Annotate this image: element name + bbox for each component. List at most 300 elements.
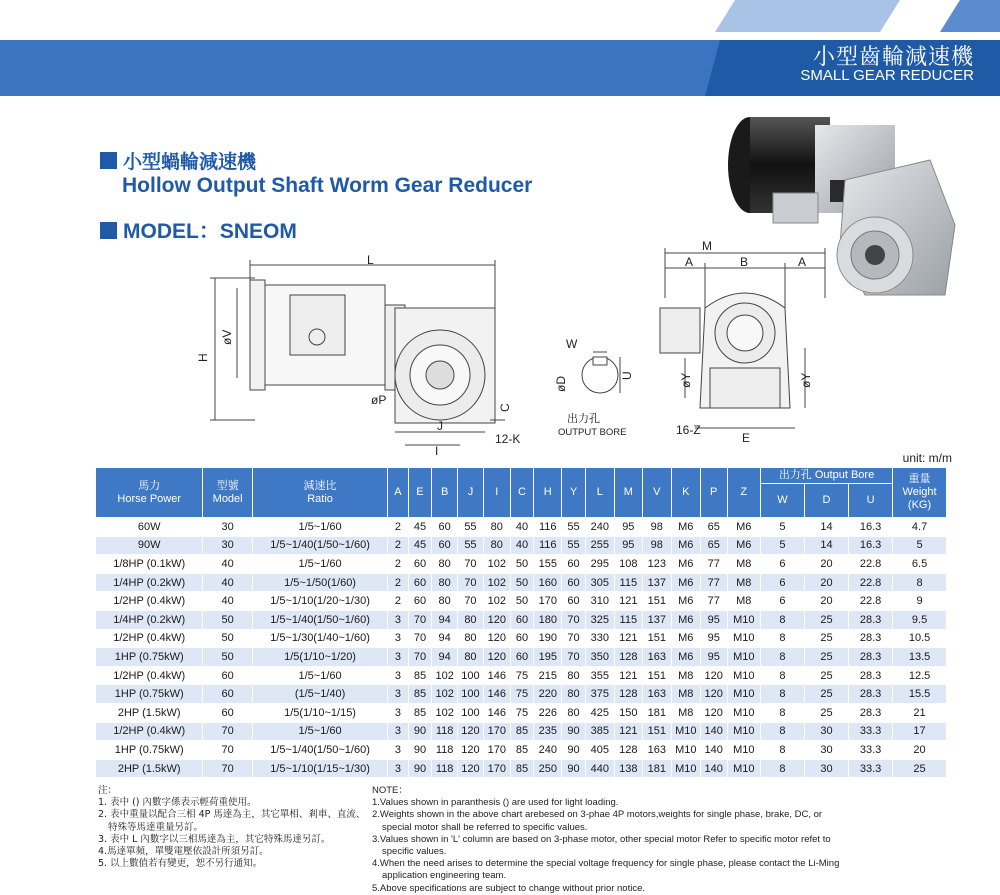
- table-cell: 170: [534, 592, 562, 611]
- table-cell: 70: [203, 759, 252, 778]
- table-cell: 102: [483, 573, 510, 592]
- table-cell: 14: [804, 518, 848, 537]
- table-cell: 80: [458, 648, 484, 667]
- table-cell: 55: [562, 536, 586, 555]
- table-row: [96, 722, 947, 741]
- table-row: [96, 759, 947, 778]
- heading-model-row: [100, 215, 297, 245]
- table-cell: 1/5~1/40(1/50~1/60): [252, 741, 387, 760]
- spec-table: [95, 467, 947, 778]
- table-cell: 60: [203, 703, 252, 722]
- table-cell: 90: [562, 722, 586, 741]
- table-cell: 90: [562, 759, 586, 778]
- table-cell: 70: [203, 741, 252, 760]
- table-cell: 6: [760, 555, 804, 574]
- table-cell: 1/5~1/10(1/15~1/30): [252, 759, 387, 778]
- header-banner: [0, 0, 1000, 96]
- table-cell: 80: [432, 573, 458, 592]
- table-cell: 2: [388, 573, 408, 592]
- table-cell: M10: [727, 666, 760, 685]
- table-cell: 20: [804, 592, 848, 611]
- table-cell: 190: [534, 629, 562, 648]
- table-cell: 255: [585, 536, 614, 555]
- table-cell: 163: [642, 648, 671, 667]
- table-cell: 120: [483, 629, 510, 648]
- table-cell: 120: [483, 648, 510, 667]
- table-row: [96, 555, 947, 574]
- table-cell: 60W: [96, 518, 203, 537]
- table-cell: 1/5~1/40(1/50~1/60): [252, 536, 387, 555]
- table-cell: M10: [727, 759, 760, 778]
- table-cell: 98: [642, 536, 671, 555]
- table-cell: 305: [585, 573, 614, 592]
- table-cell: 12.5: [893, 666, 947, 685]
- table-cell: 8: [760, 685, 804, 704]
- th-P: P: [700, 468, 727, 518]
- table-cell: M8: [671, 685, 700, 704]
- table-cell: 146: [483, 703, 510, 722]
- table-cell: 330: [585, 629, 614, 648]
- table-cell: 295: [585, 555, 614, 574]
- table-cell: 102: [483, 555, 510, 574]
- table-cell: 3: [388, 703, 408, 722]
- table-cell: 90: [408, 722, 432, 741]
- table-cell: 15.5: [893, 685, 947, 704]
- table-cell: 16.3: [849, 536, 893, 555]
- table-row: [96, 629, 947, 648]
- table-cell: 138: [614, 759, 642, 778]
- table-cell: 155: [534, 555, 562, 574]
- table-cell: 40: [203, 592, 252, 611]
- table-cell: 1/2HP (0.4kW): [96, 666, 203, 685]
- notes-zh-line: 2. 表中重量以配合三相 4P 馬達為主，其它單相、剎車、直流、: [98, 809, 366, 821]
- bullet-square-icon: [100, 152, 117, 169]
- table-cell: 60: [510, 629, 534, 648]
- table-cell: 94: [432, 629, 458, 648]
- table-row: [96, 703, 947, 722]
- th-model: 型號 Model: [203, 468, 252, 518]
- table-cell: 1/5(1/10~1/15): [252, 703, 387, 722]
- table-cell: 115: [614, 573, 642, 592]
- th-K: K: [671, 468, 700, 518]
- table-cell: (1/5~1/40): [252, 685, 387, 704]
- bullet-square-icon: [100, 222, 117, 239]
- spec-table-body: [96, 518, 947, 778]
- table-cell: M8: [671, 703, 700, 722]
- table-cell: M6: [671, 610, 700, 629]
- table-cell: 2HP (1.5kW): [96, 703, 203, 722]
- table-cell: 1/2HP (0.4kW): [96, 592, 203, 611]
- table-cell: M10: [671, 722, 700, 741]
- table-cell: 108: [614, 555, 642, 574]
- table-cell: 30: [804, 722, 848, 741]
- table-cell: 1/4HP (0.2kW): [96, 610, 203, 629]
- table-cell: 100: [458, 703, 484, 722]
- table-cell: 120: [700, 666, 727, 685]
- th-Z: Z: [727, 468, 760, 518]
- table-cell: 25: [804, 703, 848, 722]
- front-view-drawing: [650, 238, 850, 448]
- table-cell: 9.5: [893, 610, 947, 629]
- table-cell: 20: [804, 555, 848, 574]
- table-cell: 8: [760, 666, 804, 685]
- table-cell: 146: [483, 685, 510, 704]
- table-cell: M10: [727, 703, 760, 722]
- table-cell: 102: [432, 666, 458, 685]
- table-cell: 116: [534, 518, 562, 537]
- table-cell: 22.8: [849, 573, 893, 592]
- table-cell: 60: [562, 555, 586, 574]
- table-cell: 3: [388, 648, 408, 667]
- table-cell: 33.3: [849, 722, 893, 741]
- table-cell: 1/2HP (0.4kW): [96, 629, 203, 648]
- table-cell: 30: [203, 518, 252, 537]
- table-cell: 235: [534, 722, 562, 741]
- notes-zh-line: 1. 表中 () 內數字係表示輕荷重使用。: [98, 797, 257, 809]
- table-cell: 50: [510, 555, 534, 574]
- table-cell: 80: [562, 666, 586, 685]
- table-cell: 8: [760, 648, 804, 667]
- table-cell: 121: [614, 666, 642, 685]
- table-cell: 95: [700, 610, 727, 629]
- table-cell: 80: [432, 555, 458, 574]
- table-cell: 80: [458, 610, 484, 629]
- dim-K: 12-K: [495, 432, 521, 446]
- th-H: H: [534, 468, 562, 518]
- table-cell: M6: [671, 518, 700, 537]
- model-title: MODEL：SNEOM: [123, 220, 297, 243]
- table-cell: 163: [642, 685, 671, 704]
- table-cell: 25: [804, 666, 848, 685]
- table-cell: 6.5: [893, 555, 947, 574]
- table-cell: 2: [388, 555, 408, 574]
- th-weight: 重量 Weight (KG): [893, 468, 947, 518]
- table-cell: 60: [510, 648, 534, 667]
- table-cell: 75: [510, 703, 534, 722]
- dim-J: J: [437, 419, 443, 433]
- dim-C: C: [498, 403, 512, 412]
- table-cell: 33.3: [849, 741, 893, 760]
- table-cell: 325: [585, 610, 614, 629]
- table-cell: 181: [642, 759, 671, 778]
- table-cell: 28.3: [849, 685, 893, 704]
- table-cell: 17: [893, 722, 947, 741]
- table-cell: 1/5~1/30(1/40~1/60): [252, 629, 387, 648]
- table-cell: 120: [458, 759, 484, 778]
- table-cell: 85: [510, 722, 534, 741]
- table-cell: 25: [804, 685, 848, 704]
- table-cell: 30: [804, 741, 848, 760]
- table-cell: 151: [642, 629, 671, 648]
- table-cell: 102: [483, 592, 510, 611]
- table-cell: 70: [458, 592, 484, 611]
- table-cell: 60: [432, 536, 458, 555]
- table-cell: 121: [614, 629, 642, 648]
- table-cell: 20: [804, 573, 848, 592]
- table-cell: 100: [458, 666, 484, 685]
- table-cell: 1/5~1/60: [252, 722, 387, 741]
- table-cell: 2: [388, 536, 408, 555]
- table-cell: 90W: [96, 536, 203, 555]
- table-cell: 1/4HP (0.2kW): [96, 573, 203, 592]
- table-cell: 20: [893, 741, 947, 760]
- table-cell: 50: [203, 629, 252, 648]
- table-cell: 16.3: [849, 518, 893, 537]
- table-cell: 121: [614, 592, 642, 611]
- table-cell: 90: [562, 741, 586, 760]
- table-row: [96, 610, 947, 629]
- table-cell: 30: [804, 759, 848, 778]
- notes-en-line: application engineering team.: [382, 870, 507, 882]
- table-cell: 70: [408, 610, 432, 629]
- table-cell: 102: [432, 703, 458, 722]
- table-cell: 3: [388, 666, 408, 685]
- table-cell: 95: [700, 648, 727, 667]
- table-cell: 28.3: [849, 610, 893, 629]
- table-cell: 50: [510, 592, 534, 611]
- table-cell: 25: [804, 629, 848, 648]
- table-cell: 50: [510, 573, 534, 592]
- table-cell: 85: [510, 741, 534, 760]
- table-cell: 1HP (0.75kW): [96, 648, 203, 667]
- th-E: E: [408, 468, 432, 518]
- table-cell: 1/5~1/60: [252, 666, 387, 685]
- dim-H: H: [196, 353, 210, 362]
- table-cell: 121: [614, 722, 642, 741]
- banner-title-zh: 小型齒輪減速機: [812, 45, 974, 70]
- table-cell: 8: [760, 610, 804, 629]
- notes-en-line: 5.Above specifications are subject to change without prior notice.: [372, 882, 646, 894]
- table-cell: 137: [642, 610, 671, 629]
- th-C: C: [510, 468, 534, 518]
- table-cell: 3: [388, 759, 408, 778]
- table-cell: 160: [534, 573, 562, 592]
- dim-P: øP: [371, 393, 387, 407]
- table-cell: 77: [700, 592, 727, 611]
- table-cell: M8: [727, 592, 760, 611]
- table-cell: 94: [432, 610, 458, 629]
- table-cell: 180: [534, 610, 562, 629]
- table-cell: 123: [642, 555, 671, 574]
- table-cell: 120: [483, 610, 510, 629]
- table-cell: 151: [642, 592, 671, 611]
- heading-title-en: Hollow Output Shaft Worm Gear Reducer: [122, 174, 533, 197]
- table-cell: 1/5~1/60: [252, 518, 387, 537]
- dim-A-right: A: [798, 255, 807, 269]
- dim-B: B: [740, 255, 749, 269]
- table-cell: 240: [534, 741, 562, 760]
- table-cell: 60: [203, 666, 252, 685]
- dim-Y-right: øY: [799, 372, 813, 388]
- table-cell: 60: [562, 573, 586, 592]
- table-cell: 95: [614, 518, 642, 537]
- th-L: L: [585, 468, 614, 518]
- table-cell: 4.7: [893, 518, 947, 537]
- table-cell: 163: [642, 741, 671, 760]
- th-J: J: [458, 468, 484, 518]
- table-cell: 5: [760, 518, 804, 537]
- table-cell: 1/5~1/60: [252, 555, 387, 574]
- table-cell: 2HP (1.5kW): [96, 759, 203, 778]
- table-cell: 8: [893, 573, 947, 592]
- banner-title-en: SMALL GEAR REDUCER: [800, 67, 974, 84]
- table-cell: 30: [203, 536, 252, 555]
- table-cell: 22.8: [849, 555, 893, 574]
- table-cell: 25: [804, 610, 848, 629]
- table-row: [96, 685, 947, 704]
- table-cell: 85: [408, 703, 432, 722]
- table-cell: 1/8HP (0.1kW): [96, 555, 203, 574]
- table-cell: 150: [614, 703, 642, 722]
- dim-V: øV: [220, 329, 234, 345]
- table-cell: 1/5~1/10(1/20~1/30): [252, 592, 387, 611]
- table-cell: 385: [585, 722, 614, 741]
- table-cell: M6: [671, 648, 700, 667]
- table-cell: 6: [760, 592, 804, 611]
- table-cell: 102: [432, 685, 458, 704]
- table-cell: 50: [203, 648, 252, 667]
- notes-zh-line: 3. 表中 L 內數字以三相馬達為主，其它特殊馬達另訂。: [98, 833, 331, 845]
- table-cell: 2: [388, 592, 408, 611]
- table-cell: 5: [893, 536, 947, 555]
- dim-U: U: [620, 371, 634, 380]
- bore-label-zh: 出力孔: [567, 412, 600, 425]
- table-cell: M8: [727, 573, 760, 592]
- table-cell: 140: [700, 741, 727, 760]
- table-cell: 6: [760, 573, 804, 592]
- table-cell: 116: [534, 536, 562, 555]
- table-cell: 98: [642, 518, 671, 537]
- notes-en-title: NOTE：: [372, 785, 408, 796]
- table-cell: 40: [203, 573, 252, 592]
- table-cell: M6: [671, 573, 700, 592]
- table-cell: 120: [458, 722, 484, 741]
- table-cell: 440: [585, 759, 614, 778]
- th-M: M: [614, 468, 642, 518]
- table-cell: 90: [408, 741, 432, 760]
- table-cell: 1/2HP (0.4kW): [96, 722, 203, 741]
- dim-Z: 16-Z: [676, 423, 701, 437]
- table-cell: 80: [458, 629, 484, 648]
- table-cell: 70: [203, 722, 252, 741]
- table-cell: 146: [483, 666, 510, 685]
- table-cell: 226: [534, 703, 562, 722]
- table-cell: 120: [700, 703, 727, 722]
- table-cell: 25: [804, 648, 848, 667]
- notes-zh-line: 特殊等馬達重量另訂。: [108, 821, 204, 833]
- table-cell: 90: [408, 759, 432, 778]
- th-Y: Y: [562, 468, 586, 518]
- table-cell: M10: [727, 610, 760, 629]
- table-cell: 170: [483, 722, 510, 741]
- th-U: U: [849, 484, 893, 518]
- table-row: [96, 518, 947, 537]
- table-row: [96, 592, 947, 611]
- table-cell: 75: [510, 666, 534, 685]
- side-view-drawing: [195, 250, 540, 460]
- table-cell: 60: [203, 685, 252, 704]
- notes-en-line: specific values.: [382, 846, 447, 858]
- table-cell: 70: [458, 573, 484, 592]
- output-bore-drawing: [545, 330, 645, 440]
- table-cell: 3: [388, 722, 408, 741]
- unit-label: unit: m/m: [902, 451, 952, 465]
- notes-en-line: 3.Values shown in 'L' column are based on 3-phase motor, other special motor Refer to specific motor refet to: [372, 833, 831, 845]
- table-cell: 28.3: [849, 629, 893, 648]
- th-output-bore: 出力孔 Output Bore: [760, 468, 892, 484]
- bore-label-en: OUTPUT BORE: [558, 427, 627, 438]
- table-cell: 60: [562, 592, 586, 611]
- notes-zh: [98, 785, 368, 870]
- th-horse-power: 馬力 Horse Power: [96, 468, 203, 518]
- table-cell: 3: [388, 685, 408, 704]
- table-cell: M10: [671, 741, 700, 760]
- table-cell: 55: [458, 518, 484, 537]
- table-cell: 80: [483, 518, 510, 537]
- table-cell: 120: [700, 685, 727, 704]
- table-cell: 195: [534, 648, 562, 667]
- table-cell: 8: [760, 703, 804, 722]
- table-cell: 5: [760, 536, 804, 555]
- table-cell: 250: [534, 759, 562, 778]
- table-cell: 40: [510, 536, 534, 555]
- table-cell: 128: [614, 648, 642, 667]
- table-cell: 100: [458, 685, 484, 704]
- dim-Y-left: øY: [679, 372, 693, 388]
- dim-L: L: [367, 253, 374, 267]
- th-D: D: [804, 484, 848, 518]
- th-ratio: 減速比 Ratio: [252, 468, 387, 518]
- notes-zh-title: 注：: [98, 785, 118, 796]
- table-cell: 14: [804, 536, 848, 555]
- table-cell: 355: [585, 666, 614, 685]
- table-cell: 128: [614, 741, 642, 760]
- th-A: A: [388, 468, 408, 518]
- table-cell: 8: [760, 741, 804, 760]
- table-cell: 115: [614, 610, 642, 629]
- table-cell: M6: [671, 629, 700, 648]
- notes-zh-line: 4.馬達單頻，單雙電壓依設計所須另訂。: [98, 846, 269, 858]
- table-cell: M6: [727, 518, 760, 537]
- table-cell: 8: [760, 759, 804, 778]
- dim-M: M: [702, 239, 712, 253]
- table-cell: 70: [562, 648, 586, 667]
- table-cell: 28.3: [849, 666, 893, 685]
- notes-en: [372, 785, 932, 895]
- table-cell: 151: [642, 722, 671, 741]
- table-cell: M10: [727, 685, 760, 704]
- table-cell: M10: [727, 722, 760, 741]
- table-cell: 60: [408, 592, 432, 611]
- table-cell: 3: [388, 629, 408, 648]
- table-cell: M10: [727, 648, 760, 667]
- table-cell: 425: [585, 703, 614, 722]
- table-cell: 375: [585, 685, 614, 704]
- table-cell: 8: [760, 629, 804, 648]
- table-cell: M8: [671, 666, 700, 685]
- table-cell: 140: [700, 722, 727, 741]
- table-cell: 60: [510, 610, 534, 629]
- notes-en-line: 1.Values shown in paranthesis () are used for light loading.: [372, 797, 619, 809]
- table-cell: 21: [893, 703, 947, 722]
- table-row: [96, 741, 947, 760]
- table-cell: 80: [562, 703, 586, 722]
- table-cell: M10: [727, 629, 760, 648]
- table-cell: 70: [408, 648, 432, 667]
- table-cell: 128: [614, 685, 642, 704]
- table-cell: 70: [562, 629, 586, 648]
- table-cell: 3: [388, 610, 408, 629]
